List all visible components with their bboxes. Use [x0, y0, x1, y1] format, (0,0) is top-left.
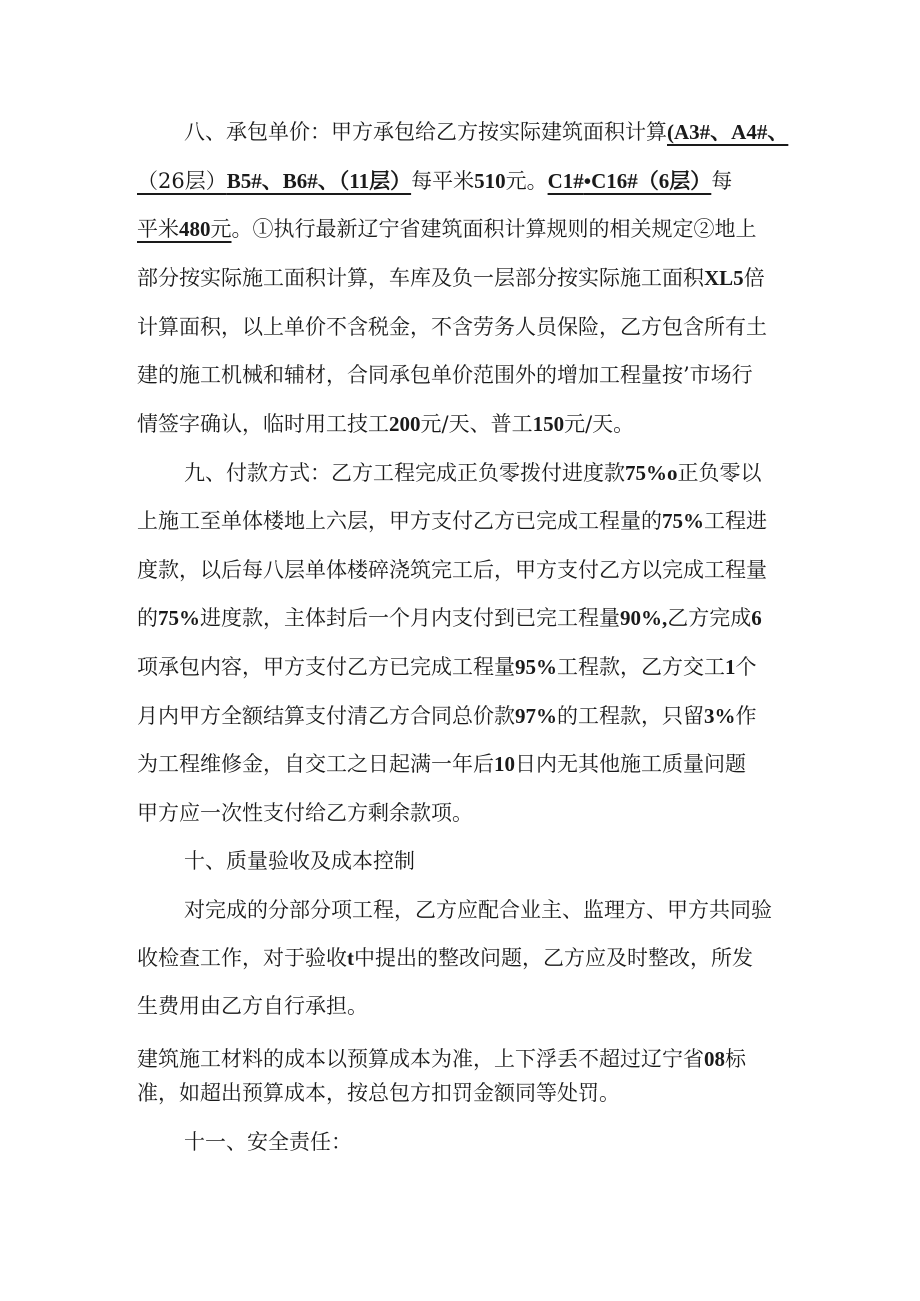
- text: 工程款，乙方交工: [557, 655, 725, 679]
- text: 标: [725, 1047, 746, 1071]
- text: XL5: [704, 266, 744, 290]
- text: 收检查工作，对于验收: [137, 946, 347, 970]
- text: 元。: [505, 169, 548, 193]
- text: 元: [210, 217, 232, 241]
- text: 正负零以: [677, 461, 762, 485]
- sec8-line-3: [137, 214, 757, 244]
- text: 作: [735, 704, 757, 728]
- text: 日内无其他施工质量问题: [515, 752, 746, 776]
- text: 1: [725, 655, 736, 679]
- text: 95%: [515, 655, 557, 679]
- text: 150: [532, 412, 565, 436]
- sec8-line-2: [137, 166, 732, 196]
- text: 75%: [662, 509, 704, 533]
- text: 乙方完成: [667, 606, 752, 630]
- text: t: [347, 946, 354, 970]
- text: 平米: [137, 217, 179, 241]
- text: 工程进: [704, 509, 767, 533]
- sec8-line-5: 计算面积，以上单价不含税金，不含劳务人员保险，乙方包含所有土: [137, 315, 767, 339]
- sec10-title: 十、质量验收及成本控制: [184, 849, 415, 873]
- text: 中提出的整改问题，乙方应及时整改，所发: [354, 946, 753, 970]
- text: 情签字确认，临时用工技工: [137, 412, 389, 436]
- sec9-line-2: [137, 506, 767, 536]
- text: 510: [474, 169, 506, 193]
- text: 个: [735, 655, 757, 679]
- text: 97%: [515, 704, 557, 728]
- text: 08: [704, 1047, 725, 1071]
- text: 。①执行最新辽宁省建筑面积计算规则的相关规定②地上: [231, 217, 757, 241]
- text: 上施工至单体楼地上六层，甲方支付乙方已完成工程量的: [137, 509, 662, 533]
- sec10-p1-line-1: 对完成的分部分项工程，乙方应配合业主、监理方、甲方共同验: [184, 898, 772, 922]
- sec8-line-4: [137, 263, 765, 293]
- text: 6: [751, 606, 762, 630]
- text: 75%o: [625, 461, 678, 485]
- underlined-range: [548, 169, 712, 193]
- text: B5#、B6#、（11层）: [226, 169, 412, 193]
- sec10-p1-line-3: 生费用由乙方自行承担。: [137, 994, 368, 1018]
- text: 倍: [743, 266, 765, 290]
- text: 的工程款，只留: [557, 704, 704, 728]
- underlined-range: [137, 217, 232, 241]
- sec8-line-7: [137, 409, 634, 439]
- sec8-line-1: [184, 117, 788, 147]
- sec11-title: 十一、安全责任：: [184, 1130, 352, 1154]
- text: 3%: [704, 704, 736, 728]
- text: 九、付款方式：乙方工程完成正负零拨付进度款: [184, 461, 625, 485]
- text: 元/天。: [564, 412, 635, 436]
- text: 75%: [158, 606, 200, 630]
- text: 进度款，主体封后一个月内支付到已完工程量: [200, 606, 620, 630]
- sec10-p1-line-2: [137, 943, 753, 973]
- sec9-line-4: [137, 603, 762, 633]
- text: 480: [179, 217, 211, 241]
- sec9-line-7: [137, 749, 746, 779]
- sec9-line-1: [184, 458, 762, 488]
- text: •C16#（6层）: [583, 169, 712, 193]
- sec10-p2-line-2: 准，如超出预算成本，按总包方扣罚金额同等处罚。: [137, 1081, 620, 1105]
- sec8-line-6: 建的施工机械和辅材，合同承包单价范围外的增加工程量按’市场行: [137, 363, 753, 387]
- text: 为工程维修金，自交工之日起满一年后: [137, 752, 494, 776]
- underlined-range: [137, 169, 411, 193]
- text: 八、承包单价：甲方承包给乙方按实际建筑面积计算: [184, 120, 667, 144]
- text: C1#: [547, 169, 584, 193]
- text: 的: [137, 606, 158, 630]
- text: 每平米: [411, 169, 475, 193]
- text: 月内甲方全额结算支付清乙方合同总价款: [137, 704, 515, 728]
- text: 90%,: [620, 606, 668, 630]
- text: 建筑施工材料的成本以预算成本为准，上下浮丢不超过辽宁省: [137, 1047, 704, 1071]
- sec9-line-5: [137, 652, 757, 682]
- sec9-line-3: 度款，以后每八层单体楼碎浇筑完工后，甲方支付乙方以完成工程量: [137, 558, 767, 582]
- text: 200: [389, 412, 421, 436]
- text: 每: [711, 169, 733, 193]
- text: 10: [494, 752, 515, 776]
- text: 部分按实际施工面积计算，车库及负一层部分按实际施工面积: [137, 266, 704, 290]
- sec9-line-6: [137, 701, 757, 731]
- text: 项承包内容，甲方支付乙方已完成工程量: [137, 655, 515, 679]
- text: 元/天、普工: [420, 412, 533, 436]
- text: (A3#、A4#、: [667, 120, 789, 144]
- sec9-line-8: 甲方应一次性支付给乙方剩余款项。: [137, 801, 473, 825]
- text: （26层）: [137, 169, 227, 193]
- sec10-p2-line-1: [137, 1044, 746, 1074]
